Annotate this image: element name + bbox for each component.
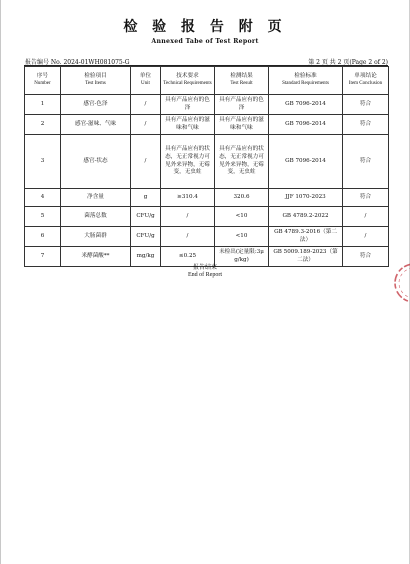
col-header-number: 序号 Number — [25, 67, 61, 95]
cell-result: 320.6 — [215, 189, 269, 207]
cell-requirement: / — [161, 227, 215, 247]
cell-number: 7 — [25, 247, 61, 267]
cell-conclusion: 符合 — [343, 247, 389, 267]
cell-conclusion: / — [343, 207, 389, 227]
cell-unit: mg/kg — [131, 247, 161, 267]
report-subtitle: Annexed Tabe of Test Report — [151, 38, 259, 45]
cell-standard: GB 5009.189-2023（第二法） — [269, 247, 343, 267]
table-row — [25, 227, 389, 247]
cell-standard: GB 4789.3-2016（第二法） — [269, 227, 343, 247]
cell-requirement: 具有产品应有的状态，无正常视力可见外来异物，无霉变，无虫蛀 — [161, 135, 215, 189]
cell-number: 3 — [25, 135, 61, 189]
col-header-test-result: 检测结果 Test Result — [215, 67, 269, 95]
cell-requirement: 具有产品应有的色泽 — [161, 95, 215, 115]
end-of-report-en: End of Report — [188, 272, 222, 278]
cell-test-item: 感官-色泽 — [61, 95, 131, 115]
cell-number: 5 — [25, 207, 61, 227]
report-number: 报告编号 No. 2024-01WH081075-G — [25, 59, 130, 66]
cell-unit: / — [131, 95, 161, 115]
table-row — [25, 189, 389, 207]
cell-requirement: ≤0.25 — [161, 247, 215, 267]
col-header-standard: 检验标准 Standard Requirements — [269, 67, 343, 95]
results-table — [24, 66, 389, 267]
cell-number: 2 — [25, 115, 61, 135]
cell-test-item: 感官-状态 — [61, 135, 131, 189]
table-header-row — [25, 67, 389, 95]
col-header-conclusion: 单项结论 Item Conclusion — [343, 67, 389, 95]
cell-test-item: 米酵菌酸** — [61, 247, 131, 267]
cell-requirement: ≥310.4 — [161, 189, 215, 207]
cell-test-item: 菌落总数 — [61, 207, 131, 227]
cell-requirement: / — [161, 207, 215, 227]
col-header-unit: 单位 Unit — [131, 67, 161, 95]
col-header-test-items: 检验项目 Test Items — [61, 67, 131, 95]
cell-result: <10 — [215, 227, 269, 247]
report-title: 检 验 报 告 附 页 — [123, 19, 287, 35]
table-row — [25, 95, 389, 115]
cell-standard: JJF 1070-2023 — [269, 189, 343, 207]
cell-test-item: 净含量 — [61, 189, 131, 207]
cell-unit: g — [131, 189, 161, 207]
cell-result: <10 — [215, 207, 269, 227]
cell-result: 具有产品应有的色泽 — [215, 95, 269, 115]
cell-standard: GB 4789.2-2022 — [269, 207, 343, 227]
table-row — [25, 207, 389, 227]
official-seal-icon — [392, 258, 410, 308]
cell-unit: / — [131, 135, 161, 189]
cell-result: 未检出(定量限:3μg/kg) — [215, 247, 269, 267]
cell-conclusion: / — [343, 227, 389, 247]
cell-standard: GB 7096-2014 — [269, 115, 343, 135]
page-number: 第 2 页 共 2 页(Page 2 of 2) — [308, 59, 388, 66]
cell-result: 具有产品应有的状态，无正常视力可见外来异物，无霉变，无虫蛀 — [215, 135, 269, 189]
cell-standard: GB 7096-2014 — [269, 95, 343, 115]
cell-requirement: 具有产品应有的滋味和气味 — [161, 115, 215, 135]
cell-number: 1 — [25, 95, 61, 115]
cell-unit: CFU/g — [131, 207, 161, 227]
cell-test-item: 大肠菌群 — [61, 227, 131, 247]
col-header-technical-requirements: 技术要求 Technical Requirements — [161, 67, 215, 95]
cell-conclusion: 符合 — [343, 135, 389, 189]
table-row — [25, 135, 389, 189]
cell-result: 具有产品应有的滋味和气味 — [215, 115, 269, 135]
cell-conclusion: 符合 — [343, 115, 389, 135]
cell-test-item: 感官-滋味、气味 — [61, 115, 131, 135]
end-of-report-cn: 报告结束 — [192, 264, 217, 271]
table-row — [25, 115, 389, 135]
cell-standard: GB 7096-2014 — [269, 135, 343, 189]
cell-conclusion: 符合 — [343, 95, 389, 115]
cell-number: 4 — [25, 189, 61, 207]
cell-number: 6 — [25, 227, 61, 247]
cell-unit: CFU/g — [131, 227, 161, 247]
cell-conclusion: 符合 — [343, 189, 389, 207]
cell-unit: / — [131, 115, 161, 135]
